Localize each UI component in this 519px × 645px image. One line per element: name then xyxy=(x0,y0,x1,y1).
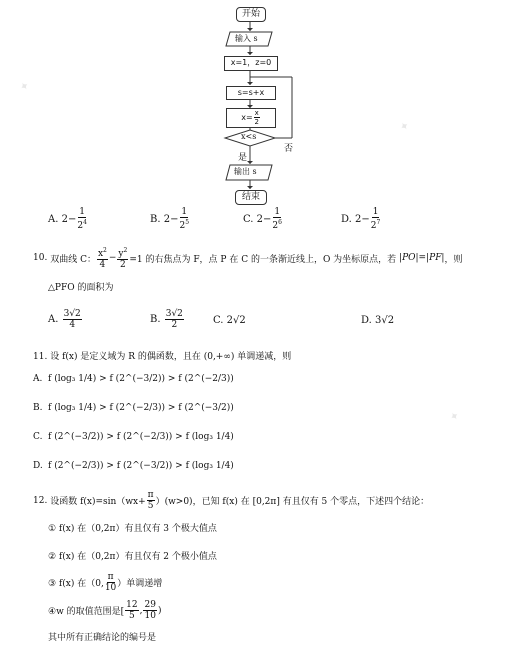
q10-stem: 10. 双曲线 C： $\frac{x^2}{4}$ − $\frac{y^2}{2}$ =1 的右焦点为 F，点 P 在 C 的一条渐近线上，O 为坐标原点，若 |PO|=|PF| ，则 xyxy=(33,247,463,270)
q10-option-b: B. $\frac{3√2}{2}$ xyxy=(150,309,183,330)
q11-option-b: f (log₃ 1/4) > f (2^(−2/3)) > f (2^(−3/2)) xyxy=(48,403,234,413)
init-box: x=1，z=0 xyxy=(224,56,278,71)
q12-statement-1: ① f(x) 在（0,2π）有且仅有 3 个极大值点 xyxy=(48,524,217,534)
q10-line2: △PFO 的面积为 xyxy=(48,283,114,293)
q12-statement-4: ④w 的取值范围是[ $\frac{12}{5}$ , $\frac{29}{10}$ ) xyxy=(48,600,162,621)
watermark: ✦ xyxy=(397,118,413,135)
q9-option-c: C. 2− $\frac{1}{2^6}$ xyxy=(243,207,282,231)
q12-stem: 12. 设函数 f(x)=sin（wx+ $\frac{\pi}{5}$ ）(w>0)，已知 f(x) 在 [0,2π] 有且仅有 5 个零点，下述四个结论： xyxy=(33,490,430,511)
q11-option-d-label: D. xyxy=(33,461,43,471)
q12-statement-3: ③ f(x) 在（0, $\frac{\pi}{10}$ ）单调递增 xyxy=(48,572,163,593)
watermark: ✦ xyxy=(17,78,33,95)
q10-option-c: C. 2√2 xyxy=(213,315,246,326)
watermark: ✦ xyxy=(447,408,463,425)
q11-option-c-label: C. xyxy=(33,432,43,442)
condition-label: x<s xyxy=(241,132,257,141)
start-terminal: 开始 xyxy=(236,7,266,22)
q9-option-b: B. 2− $\frac{1}{2^5}$ xyxy=(150,207,190,231)
q11-option-d: f (2^(−2/3)) > f (2^(−3/2)) > f (log₃ 1/4) xyxy=(48,461,234,471)
q10-option-a: A. $\frac{3√2}{4}$ xyxy=(48,309,81,330)
q9-option-a: A. 2− $\frac{1}{2^4}$ xyxy=(48,207,87,231)
q11-stem: 11. 设 f(x) 是定义域为 R 的偶函数，且在 (0,+∞) 单调递减，则 xyxy=(33,352,292,362)
q11-option-b-label: B. xyxy=(33,403,43,413)
q11-option-a-label: A. xyxy=(33,374,43,384)
end-terminal: 结束 xyxy=(235,190,267,205)
step-half-box: x= $\frac{x}{2}$ xyxy=(226,108,276,128)
output-label: 输出 s xyxy=(234,167,257,176)
q9-option-d: D. 2− $\frac{1}{2^7}$ xyxy=(341,207,381,231)
q12-last-line: 其中所有正确结论的编号是 xyxy=(48,633,157,643)
q10-option-d: D. 3√2 xyxy=(361,315,395,326)
q11-option-a: f (log₃ 1/4) > f (2^(−3/2)) > f (2^(−2/3)) xyxy=(48,374,234,384)
q12-statement-2: ② f(x) 在（0,2π）有且仅有 2 个极小值点 xyxy=(48,552,217,562)
no-label: 否 xyxy=(284,144,294,154)
step-sum-box: s=s+x xyxy=(226,86,276,100)
yes-label: 是 xyxy=(238,153,248,163)
q11-option-c: f (2^(−3/2)) > f (2^(−2/3)) > f (log₃ 1/4) xyxy=(48,432,234,442)
input-label: 输入 s xyxy=(235,34,258,43)
